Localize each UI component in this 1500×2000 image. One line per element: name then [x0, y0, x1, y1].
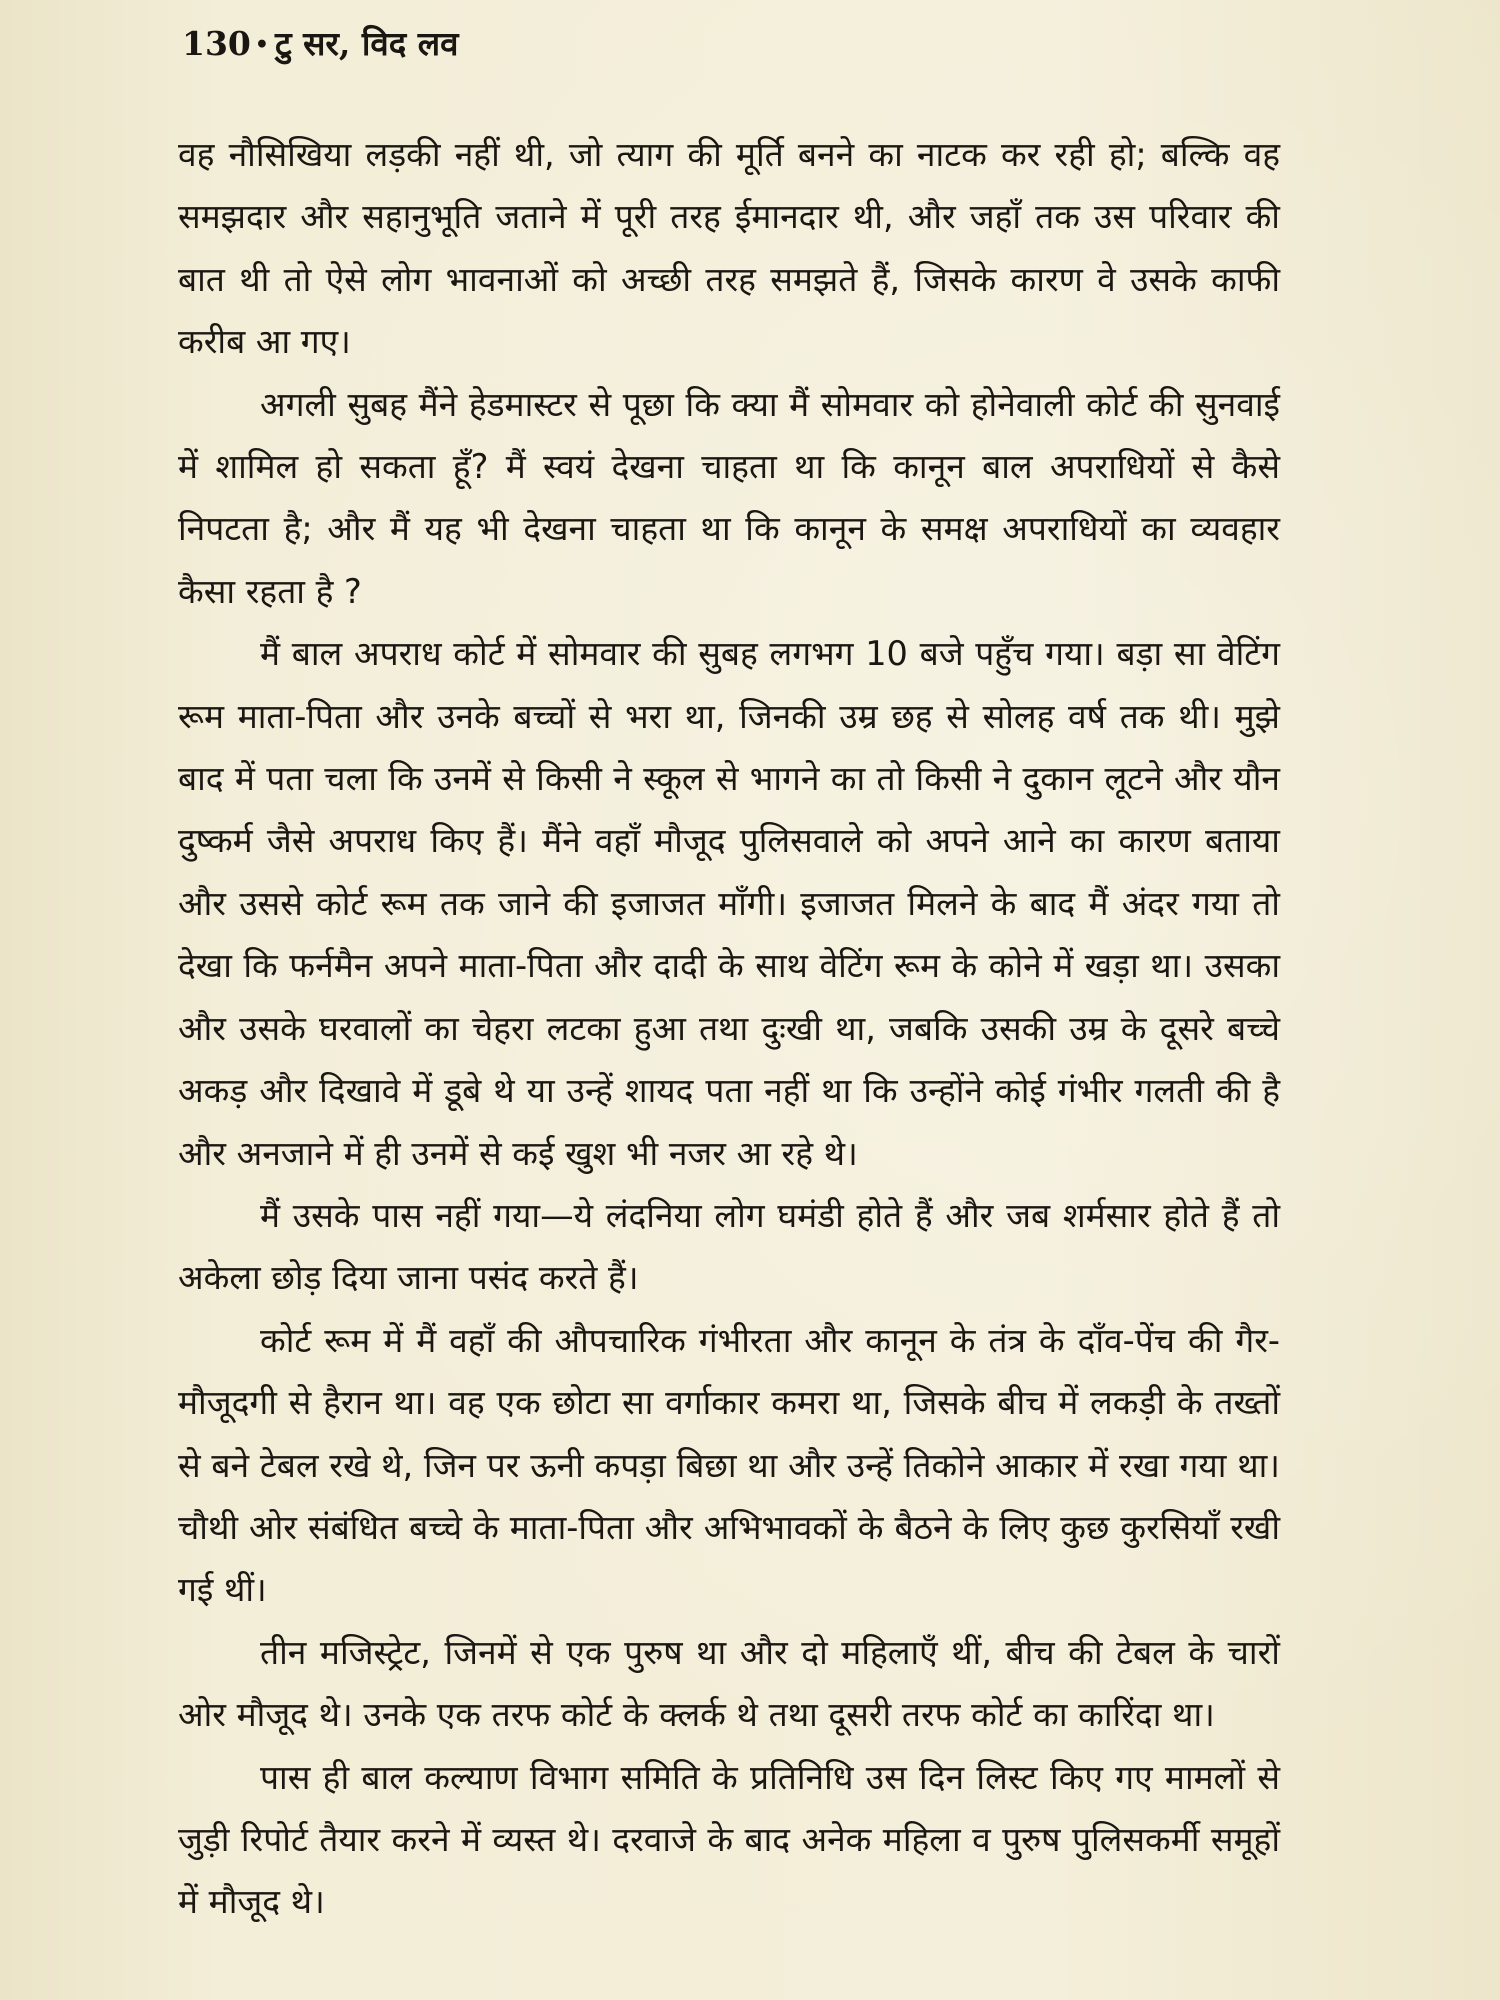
book-title: टु सर, विद लव [274, 24, 459, 63]
body-text [178, 124, 1280, 1934]
paragraph: पास ही बाल कल्याण विभाग समिति के प्रतिनिधि उस दिन लिस्ट किए गए मामलों से जुड़ी रिपोर्ट तैयार करने में व्यस्त थे। दरवाजे के बाद अनेक महिला व पुरुष पुलिसकर्मी समूहों में मौजूद थे। [178, 1757, 1280, 1922]
header-separator: • [254, 32, 269, 58]
paragraph: मैं बाल अपराध कोर्ट में सोमवार की सुबह लगभग 10 बजे पहुँच गया। बड़ा सा वेटिंग रूम माता-पिता और उनके बच्चों से भरा था, जिनकी उम्र छह से सोलह वर्ष तक थी। मुझे बाद में पता चला कि उनमें से किसी ने स्कूल से भागने का तो किसी ने दुकान लूटने और यौन दुष्कर्म जैसे अपराध किए हैं। मैंने वहाँ मौजूद पुलिसवाले को अपने आने का कारण बताया और उससे कोर्ट रूम तक जाने की इजाजत माँगी। इजाजत मिलने के बाद मैं अंदर गया तो देखा कि फर्नमैन अपने माता-पिता और दादी के साथ वेटिंग रूम के कोने में खड़ा था। उसका और उसके घरवालों का चेहरा लटका हुआ तथा दुःखी था, जबकि उसकी उम्र के दूसरे बच्चे अकड़ और दिखावे में डूबे थे या उन्हें शायद पता नहीं था कि उन्होंने कोई गंभीर गलती की है और अनजाने में ही उनमें से कई खुश भी नजर आ रहे थे। [178, 634, 1280, 1173]
paragraph: अगली सुबह मैंने हेडमास्टर से पूछा कि क्या मैं सोमवार को होनेवाली कोर्ट की सुनवाई में शामिल हो सकता हूँ? मैं स्वयं देखना चाहता था कि कानून बाल अपराधियों से कैसे निपटता है; और मैं यह भी देखना चाहता था कि कानून के समक्ष अपराधियों का व्यवहार कैसा रहता है ? [178, 384, 1280, 611]
paragraph: वह नौसिखिया लड़की नहीं थी, जो त्याग की मूर्ति बनने का नाटक कर रही हो; बल्कि वह समझदार और सहानुभूति जताने में पूरी तरह ईमानदार थी, और जहाँ तक उस परिवार की बात थी तो ऐसे लोग भावनाओं को अच्छी तरह समझते हैं, जिसके कारण वे उसके काफी करीब आ गए। [178, 135, 1280, 362]
paragraph: मैं उसके पास नहीं गया—ये लंदनिया लोग घमंडी होते हैं और जब शर्मसार होते हैं तो अकेला छोड़ दिया जाना पसंद करते हैं। [178, 1195, 1280, 1298]
running-header [182, 24, 1280, 68]
page-number: 130 [182, 24, 251, 63]
paragraph: तीन मजिस्ट्रेट, जिनमें से एक पुरुष था और दो महिलाएँ थीं, बीच की टेबल के चारों ओर मौजूद थे। उनके एक तरफ कोर्ट के क्लर्क थे तथा दूसरी तरफ कोर्ट का कारिंदा था। [178, 1632, 1280, 1735]
paragraph: कोर्ट रूम में मैं वहाँ की औपचारिक गंभीरता और कानून के तंत्र के दाँव-पेंच की गैर-मौजूदगी से हैरान था। वह एक छोटा सा वर्गाकार कमरा था, जिसके बीच में लकड़ी के तख्तों से बने टेबल रखे थे, जिन पर ऊनी कपड़ा बिछा था और उन्हें तिकोने आकार में रखा गया था। चौथी ओर संबंधित बच्चे के माता-पिता और अभिभावकों के बैठने के लिए कुछ कुरसियाँ रखी गई थीं। [178, 1320, 1280, 1610]
